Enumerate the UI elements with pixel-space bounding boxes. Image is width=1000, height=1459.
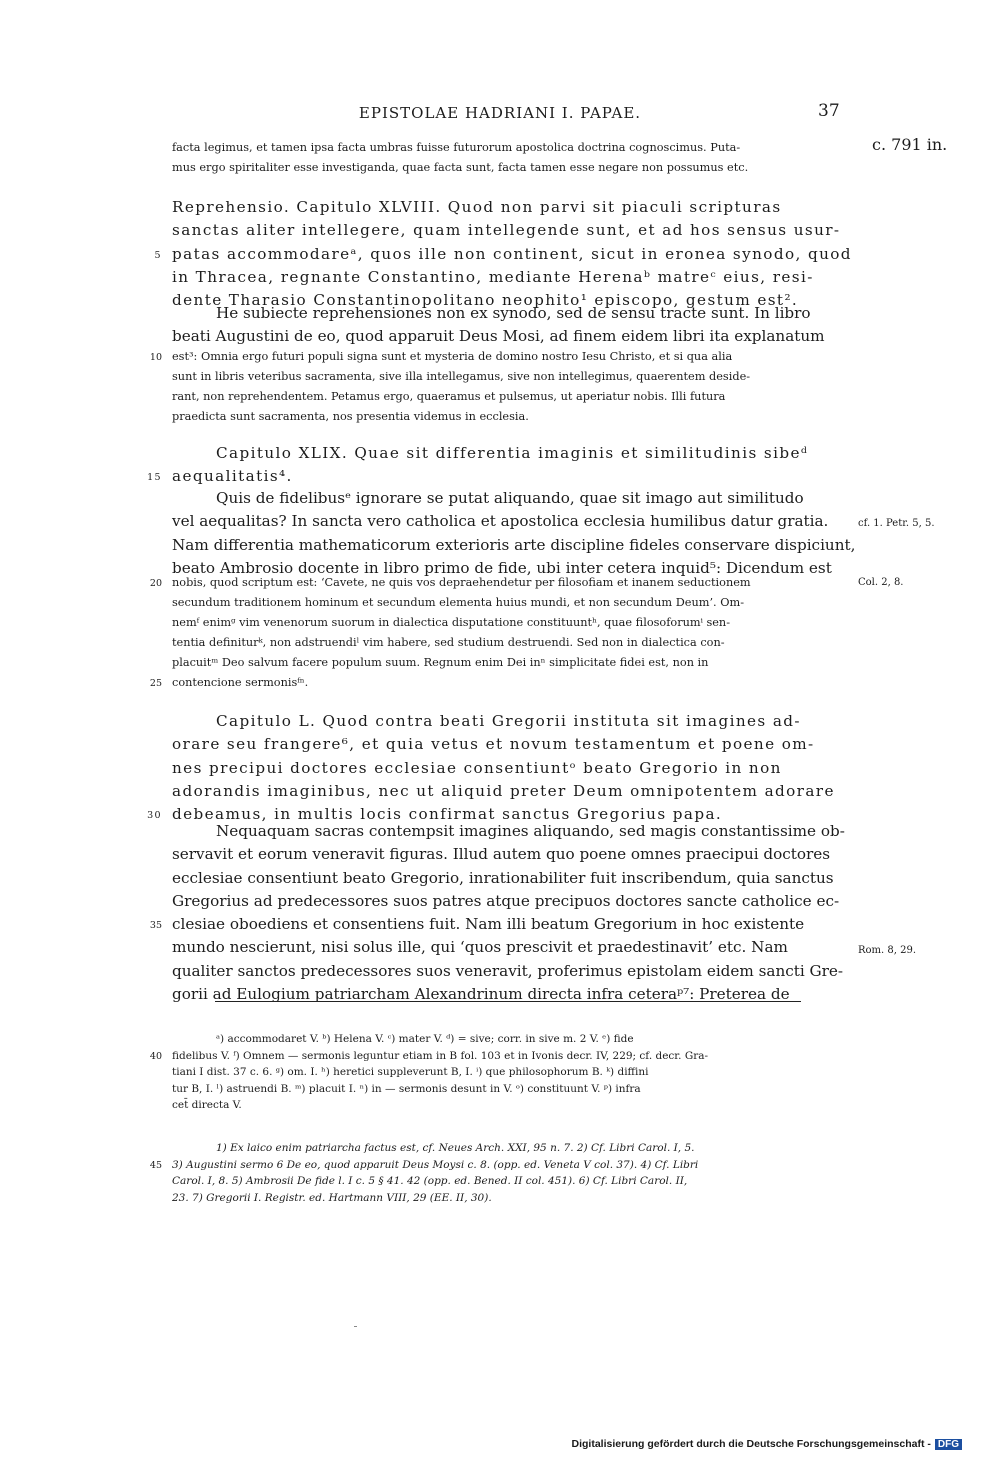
footnote-line: 1) Ex laico enim patriarcha factus est, cf. Neues Arch. XXI, 95 n. 7. 2) Cf. Libri Carol. I, 5. [216, 1142, 695, 1154]
apparatus-line: 40 fidelibus V. ᶠ) Omnem — sermonis leguntur etiam in B fol. 103 et in Ivonis decr. IV, 229; cf. decr. Gra- [172, 1048, 860, 1065]
text-line: tentia definiturᵏ, non adstruendiˡ vim habere, sed studium destruendi. Sed non in dialectica con- [172, 636, 725, 649]
scan-speck [354, 1326, 357, 1327]
line-number: 25 [149, 678, 162, 689]
text-line: qualiter sanctos predecessores suos veneravit, proferimus epistolam eidem sancti Gre- [172, 961, 844, 980]
text-line: praedicta sunt sacramenta, nos presentia videmus in ecclesia. [172, 410, 529, 423]
text-line: rant, non reprehendentem. Petamus ergo, quaeramus et pulsemus, ut aperiatur nobis. Illi futura [172, 390, 726, 403]
text-line: Nam differentia mathematicorum exterioris arte discipline fideles conservare dispiciunt, [172, 535, 856, 554]
page-number: 37 [818, 101, 840, 121]
margin-note-rom: Rom. 8, 29. [858, 945, 917, 957]
chapter-50-body [149, 820, 917, 1006]
text-line: He subiecte reprehensiones non ex synodo, sed de sensu tracte sunt. In libro [216, 304, 811, 322]
running-header: EPISTOLAE HADRIANI I. PAPAE. [358, 104, 642, 122]
text-line: Gregorius ad predecessores suos patres atque precipuos doctores sancte catholice ec- [172, 891, 840, 910]
margin-note-petr: cf. 1. Petr. 5, 5. [858, 518, 935, 530]
text-line: dente Tharasio Constantinopolitano neophito¹ episcopo, gestum est². [172, 291, 799, 310]
text-line: 35 clesiae oboediens et consentiens fuit. Nam illi beatum Gregorium in hoc existente [172, 913, 860, 936]
text-line: beato Ambrosio docente in libro primo de fide, ubi inter cetera inquid⁵: Dicendum est [172, 558, 832, 577]
text-line: orare seu frangere⁶, et quia vetus et novum testamentum et poene om- [172, 735, 815, 754]
footnote-rule [215, 1001, 801, 1002]
digitization-credit: Digitalisierung gefördert durch die Deutsche Forschungsgemeinschaft - DFG [572, 1438, 963, 1450]
apparatus-line: tiani I dist. 37 c. 6. ᵍ) om. I. ʰ) heretici suppleverunt B, I. ⁱ) que philosophorum B. ᵏ) diffini [172, 1066, 649, 1078]
apparatus-line: tur B, I. ˡ) astruendi B. ᵐ) placuit I. ⁿ) in — sermonis desunt in V. ᵒ) constituunt V. ᵖ) infra [172, 1082, 641, 1095]
text-line: sanctas aliter intellegere, quam intellegende sunt, et ad hos sensus usur- [172, 221, 841, 240]
chapter-48-body [172, 302, 860, 349]
chapter-50-heading [147, 710, 860, 826]
text-line: Capitulo XLIX. Quae sit differentia imaginis et similitudinis sibeᵈ [216, 444, 809, 462]
chapter-48-heading [154, 196, 860, 312]
chapter-49-quote [149, 573, 904, 693]
footnote-line: Carol. I, 8. 5) Ambrosii De fide l. I c. 5 § 41. 42 (opp. ed. Bened. II col. 451). 6) Cf. Libri Carol. II, [172, 1175, 688, 1187]
line-number: 45 [149, 1159, 162, 1171]
chapter-49-heading [147, 442, 860, 489]
margin-date: c. 791 in. [872, 135, 948, 154]
line-number: 5 [154, 249, 162, 261]
text-line: secundum traditionem hominum et secundum elementa huius mundi, et non secundum Deum’. Om- [172, 596, 745, 609]
text-line: Capitulo L. Quod contra beati Gregorii instituta sit imagines ad- [216, 712, 801, 730]
text-line: adorandis imaginibus, nec ut aliquid preter Deum omnipotentem adorare [172, 781, 835, 800]
line-number: 20 [149, 578, 162, 589]
line-number: 30 [147, 810, 162, 822]
chapter-49-body [172, 487, 935, 580]
text-line: beati Augustini de eo, quod apparuit Deus Mosi, ad finem eidem libri ita explanatum [172, 327, 825, 346]
text-line: facta legimus, et tamen ipsa facta umbras fuisse futurorum apostolica doctrina cognoscimus. Puta- c. 791 in. [172, 135, 948, 154]
line-number: 15 [147, 472, 162, 484]
line-number: 40 [149, 1050, 162, 1062]
text-line: in Thracea, regnante Constantino, mediante Herenaᵇ matreᶜ eius, resi- [172, 267, 814, 286]
text-line: nemᶠ enimᵍ vim venenorum suorum in dialectica disputatione constituuntʰ, quae filosoforumⁱ sen- [172, 616, 731, 629]
line-number: 10 [149, 352, 162, 363]
text-line: placuitᵐ Deo salvum facere populum suum. Regnum enim Dei inⁿ simplicitate fidei est, non in [172, 656, 709, 669]
footnote-line: 45 3) Augustini sermo 6 De eo, quod apparuit Deus Moysi c. 8. (opp. ed. Veneta V col. 37). 4) Cf. Libri [172, 1157, 860, 1174]
apparatus-line: cet̄ directa V. [172, 1099, 242, 1111]
text-line: mus ergo spiritaliter esse investiganda, quae facta sunt, facta tamen esse negare non possumus etc. [172, 161, 749, 174]
text-line: 10 est³: Omnia ergo futuri populi signa sunt et mysteria de domino nostro Iesu Christo, et si qua alia [172, 347, 860, 367]
chapter-48-quote [149, 347, 860, 427]
text-line: mundo nescierunt, nisi solus ille, qui ‘quos prescivit et praedestinavit’ etc. Nam Rom. 8, 29. [172, 936, 860, 959]
text-line: Nequaquam sacras contempsit imagines aliquando, sed magis constantissime ob- [216, 822, 845, 840]
dfg-logo: DFG [935, 1439, 962, 1450]
apparatus-line: ᵃ) accommodaret V. ᵇ) Helena V. ᶜ) mater V. ᵈ) = sive; corr. in sive m. 2 V. ᵉ) fide [216, 1033, 634, 1045]
critical-apparatus [149, 1031, 860, 1114]
line-number: 35 [149, 920, 162, 932]
text-line: Reprehensio. Capitulo XLVIII. Quod non parvi sit piaculi scripturas [172, 198, 782, 216]
footnotes [149, 1140, 860, 1206]
text-line: servavit et eorum veneravit figuras. Illud autem quo poene omnes praecipui doctores [172, 845, 831, 864]
opening-paragraph [172, 135, 948, 178]
text-line: sunt in libris veteribus sacramenta, sive illa intellegamus, sive non intellegimus, quaerentem deside- [172, 370, 751, 383]
text-line: vel aequalitas? In sancta vero catholica et apostolica ecclesia humilibus datur gratia. cf. 1. Petr. 5, 5. [172, 510, 860, 533]
text-line: ecclesiae consentiunt beato Gregorio, inrationabiliter fuit inscribendum, quia sanctus [172, 868, 834, 887]
text-line: 25 contencione sermonisᶠⁿ. [172, 673, 860, 693]
text-line: 5 patas accommodareᵃ, quos ille non continent, sicut in eronea synodo, quod [172, 243, 860, 266]
text-line: Quis de fidelibusᵉ ignorare se putat aliquando, quae sit imago aut similitudo [216, 489, 804, 507]
margin-note-col: Col. 2, 8. [858, 577, 904, 588]
text-line: gorii ad Eulogium patriarcham Alexandrinum directa infra ceteraᵖ⁷: Preterea de [172, 985, 790, 1004]
text-line: nes precipui doctores ecclesiae consentiuntᵒ beato Gregorio in non [172, 758, 782, 777]
footnote-line: 23. 7) Gregorii I. Registr. ed. Hartmann VIII, 29 (EE. II, 30). [172, 1191, 492, 1204]
text-line: 30 debeamus, in multis locis confirmat sanctus Gregorius papa. [172, 803, 860, 826]
text-line: 20 nobis, quod scriptum est: ‘Cavete, ne quis vos depraehendetur per filosofiam et inanem seductionem Col. 2, 8. [172, 573, 860, 593]
text-line: 15 aequalitatis⁴. [172, 465, 860, 488]
